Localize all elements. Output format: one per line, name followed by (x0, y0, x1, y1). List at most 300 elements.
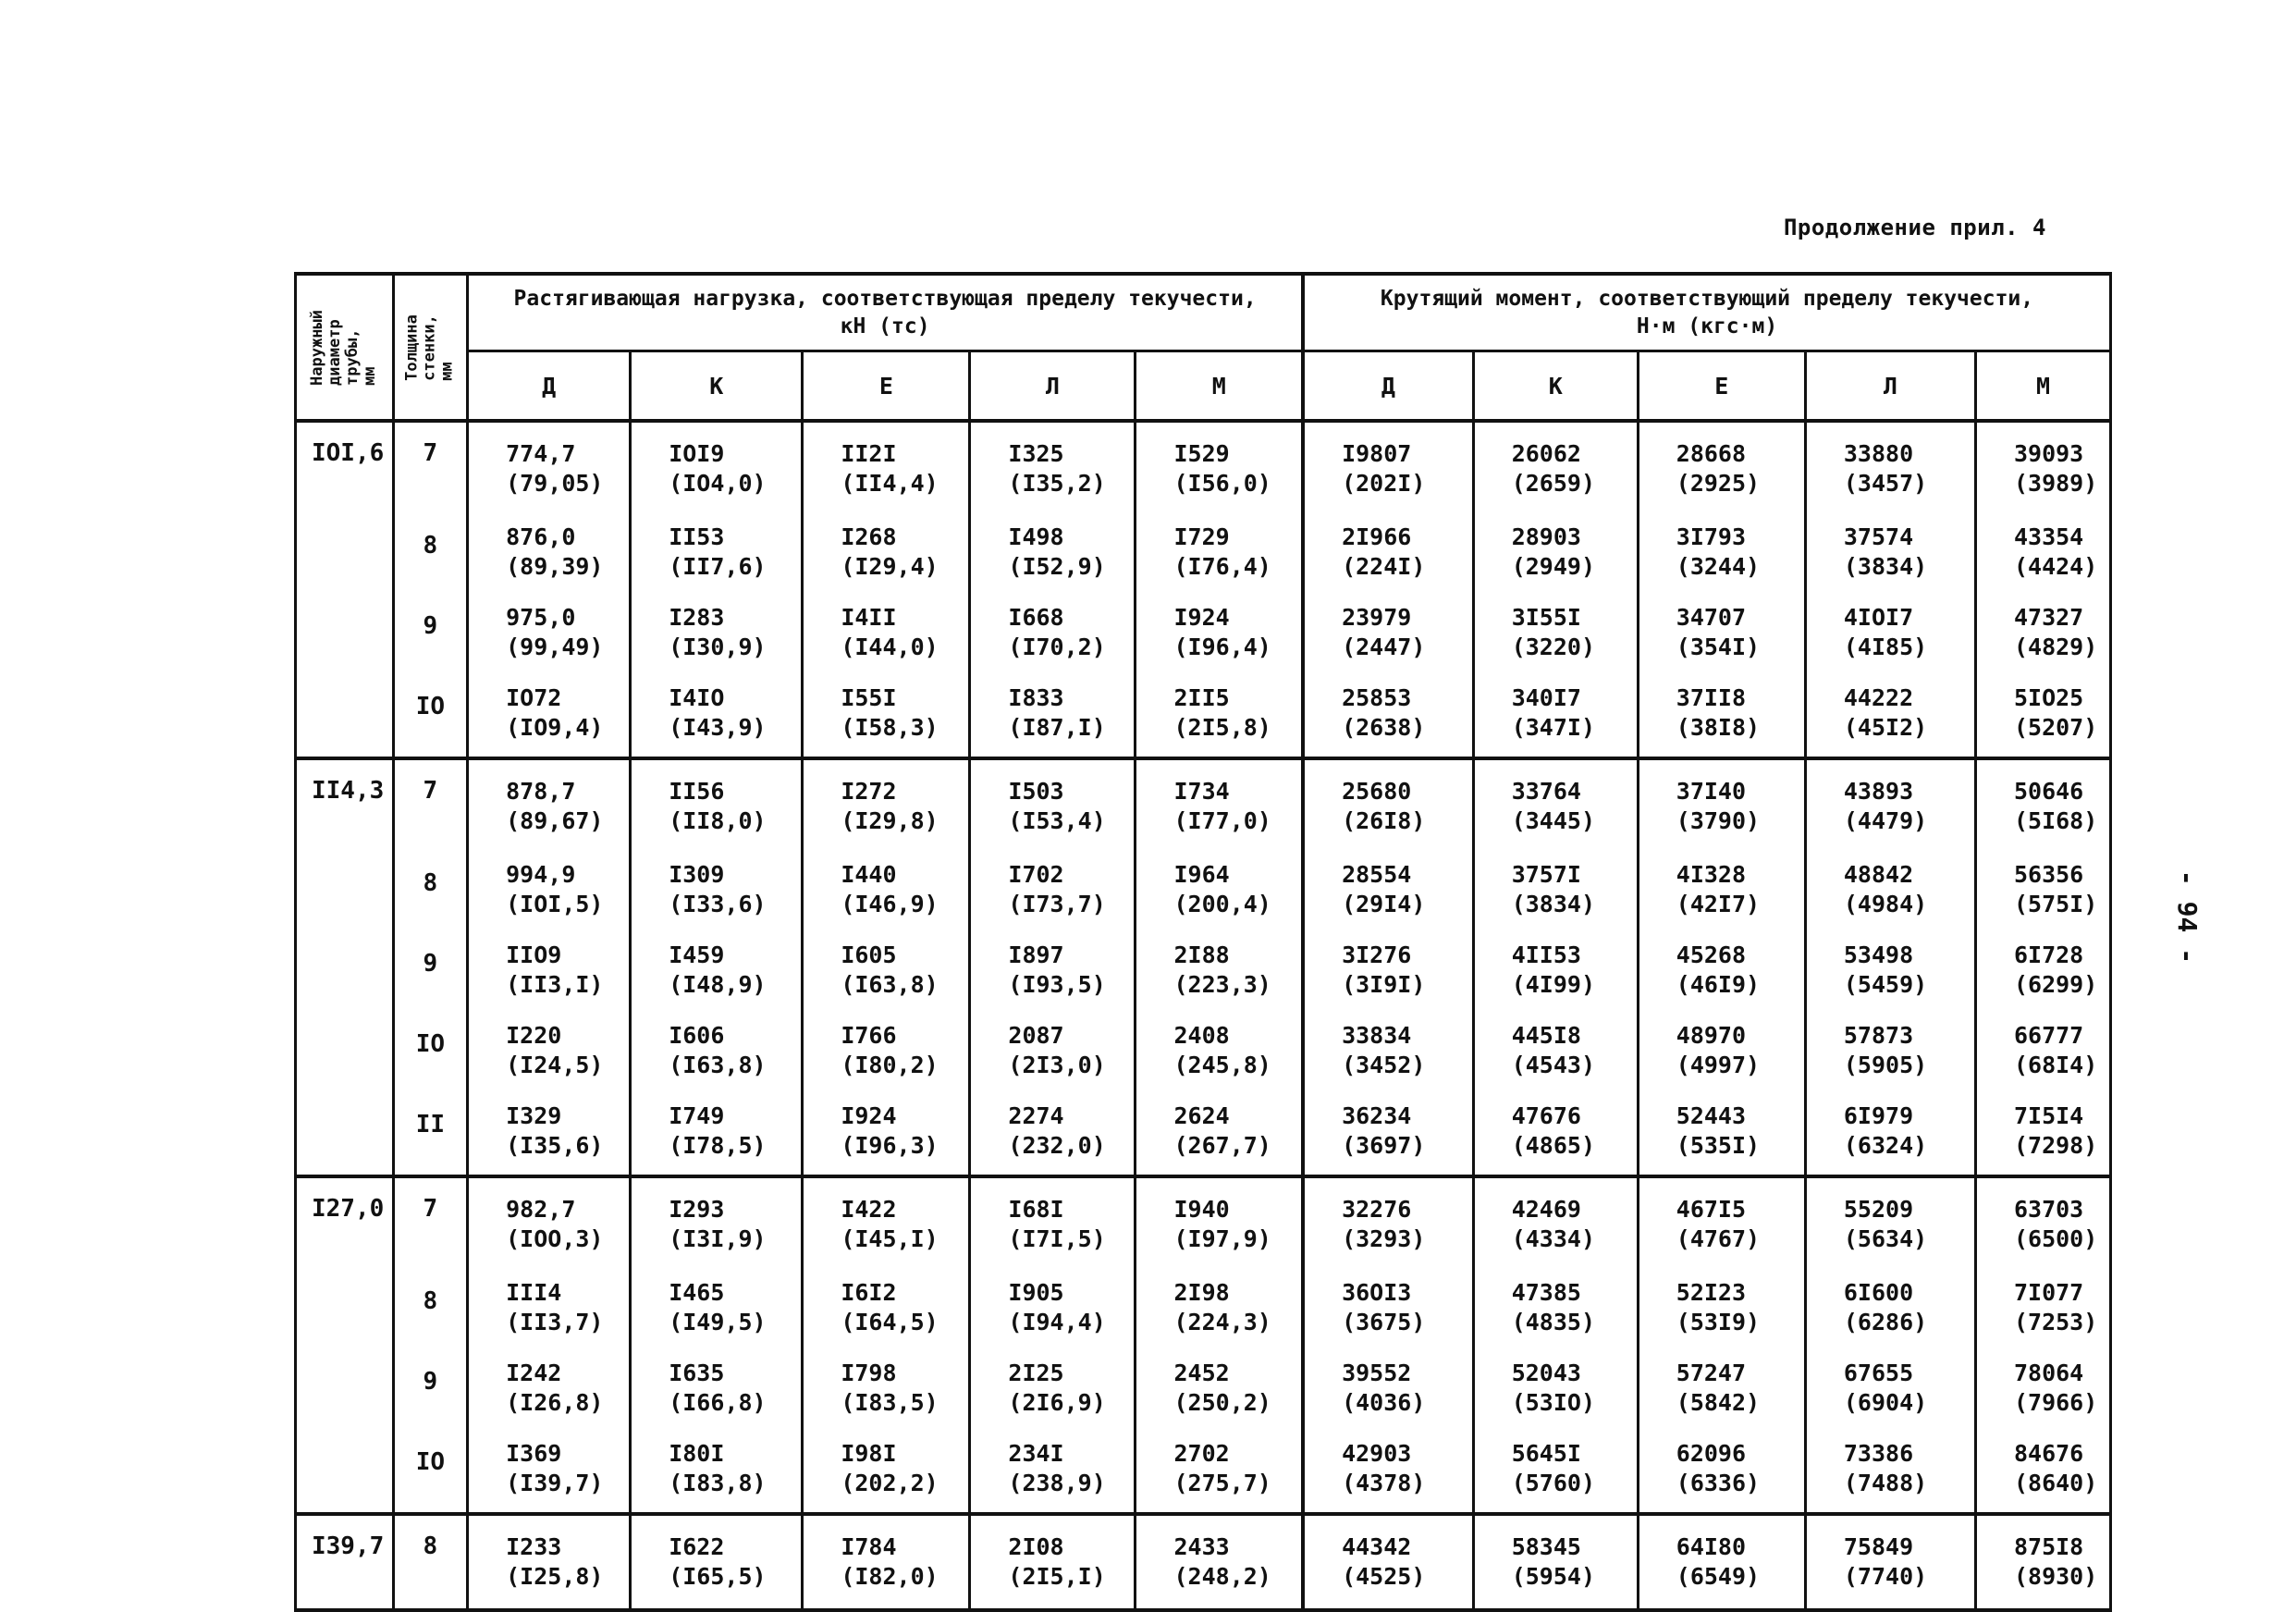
table-cell (970, 676, 1136, 758)
cell-value: 56356 (2013, 861, 2084, 888)
header-thickness: Толщина стенки, мм (393, 274, 467, 421)
cell-value-alt-units: (II8,0) (669, 807, 767, 834)
cell-value: I924 (841, 1102, 897, 1129)
table-cell (803, 853, 970, 933)
table-cell (1136, 853, 1303, 933)
cell-value-alt-units: (I58,3) (841, 714, 939, 741)
cell-value: 37574 (1843, 523, 1914, 550)
table-cell (1805, 596, 1975, 676)
cell-value-alt-units: (4I85) (1843, 634, 1928, 660)
cell-value: 975,0 (506, 604, 576, 631)
cell-value-alt-units: (I96,4) (1173, 634, 1271, 660)
cell-value-alt-units: (5760) (1511, 1470, 1595, 1496)
cell-value-alt-units: (53IO) (1511, 1389, 1595, 1416)
cell-value-alt-units: (4378) (1342, 1470, 1426, 1496)
cell-value: 36OI3 (1342, 1279, 1412, 1306)
cell-value: I798 (841, 1360, 897, 1386)
table-cell (1136, 676, 1303, 758)
table-cell (803, 1271, 970, 1351)
table-cell (468, 1271, 631, 1351)
table-cell (1975, 853, 2110, 933)
thickness-cell: 8 (393, 853, 467, 933)
cell-value: III4 (506, 1279, 562, 1306)
table-cell (970, 1351, 1136, 1432)
cell-value: 3I276 (1342, 941, 1412, 968)
cell-value-alt-units: (I65,5) (669, 1563, 767, 1590)
table-cell (631, 596, 803, 676)
cell-value-alt-units: (II3,I) (506, 971, 604, 998)
thickness-cell: 8 (393, 1271, 467, 1351)
cell-value-alt-units: (I63,8) (841, 971, 939, 998)
cell-value: I242 (506, 1360, 562, 1386)
cell-value: I924 (1173, 604, 1230, 631)
cell-value: 57873 (1843, 1022, 1914, 1049)
table-cell (631, 758, 803, 853)
cell-value-alt-units: (248,2) (1173, 1563, 1271, 1590)
cell-value-alt-units: (2925) (1676, 470, 1761, 497)
diameter-cell: IOI,6 (296, 421, 394, 758)
cell-value: 994,9 (506, 861, 576, 888)
cell-value-alt-units: (3834) (1511, 891, 1595, 917)
cell-value: IOI9 (669, 440, 725, 467)
cell-value: 53498 (1843, 941, 1914, 968)
cell-value: I6I2 (841, 1279, 897, 1306)
table-cell (1975, 515, 2110, 596)
table-cell (468, 1514, 631, 1610)
cell-value: 34707 (1676, 604, 1747, 631)
cell-value: I635 (669, 1360, 725, 1386)
cell-value: 875I8 (2013, 1533, 2084, 1560)
cell-value: I964 (1173, 861, 1230, 888)
cell-value-alt-units: (I63,8) (669, 1052, 767, 1078)
table-row (296, 1432, 2111, 1514)
table-cell (1303, 1014, 1473, 1094)
cell-value-alt-units: (IOI,5) (506, 891, 604, 917)
cell-value: 55209 (1843, 1196, 1914, 1223)
header-torque-grade: Л (1805, 351, 1975, 422)
table-cell (1303, 1514, 1473, 1610)
cell-value-alt-units: (2I5,I) (1008, 1563, 1106, 1590)
cell-value: 4IOI7 (1843, 604, 1914, 631)
thickness-cell: 7 (393, 758, 467, 853)
cell-value-alt-units: (IO4,0) (669, 470, 767, 497)
table-cell (468, 1014, 631, 1094)
cell-value-alt-units: (6324) (1843, 1132, 1928, 1159)
header-torque-grade: К (1473, 351, 1638, 422)
cell-value-alt-units: (I25,8) (506, 1563, 604, 1590)
thickness-cell: 9 (393, 596, 467, 676)
cell-value-alt-units: (II7,6) (669, 553, 767, 580)
table-cell (1805, 515, 1975, 596)
cell-value: 3I55I (1511, 604, 1581, 631)
cell-value: 78064 (2013, 1360, 2084, 1386)
cell-value: 84676 (2013, 1440, 2084, 1467)
table-cell (803, 1351, 970, 1432)
cell-value-alt-units: (I66,8) (669, 1389, 767, 1416)
table-cell (1303, 1176, 1473, 1271)
header-load-grade: М (1136, 351, 1303, 422)
cell-value-alt-units: (I93,5) (1008, 971, 1106, 998)
cell-value: I272 (841, 778, 897, 805)
cell-value: 25680 (1342, 778, 1412, 805)
cell-value: 50646 (2013, 778, 2084, 805)
table-cell (1638, 596, 1805, 676)
cell-value-alt-units: (3293) (1342, 1225, 1426, 1252)
cell-value: 62096 (1676, 1440, 1747, 1467)
cell-value-alt-units: (3244) (1676, 553, 1761, 580)
diameter-group (296, 758, 2111, 1176)
table-cell (1136, 1351, 1303, 1432)
table-row (296, 1176, 2111, 1271)
table-cell (1136, 1094, 1303, 1176)
cell-value-alt-units: (5842) (1676, 1389, 1761, 1416)
cell-value-alt-units: (5634) (1843, 1225, 1928, 1252)
cell-value: I503 (1008, 778, 1064, 805)
cell-value: I293 (669, 1196, 725, 1223)
table-cell (1975, 1271, 2110, 1351)
cell-value: 2087 (1008, 1022, 1064, 1049)
table-cell (1805, 1094, 1975, 1176)
cell-value: 48842 (1843, 861, 1914, 888)
table-row (296, 1014, 2111, 1094)
cell-value-alt-units: (I82,0) (841, 1563, 939, 1590)
cell-value: 878,7 (506, 778, 576, 805)
cell-value-alt-units: (6299) (2013, 971, 2098, 998)
table-cell (1473, 1351, 1638, 1432)
thickness-cell: II (393, 1094, 467, 1176)
table-cell (1975, 421, 2110, 515)
cell-value-alt-units: (I83,5) (841, 1389, 939, 1416)
cell-value-alt-units: (I35,2) (1008, 470, 1106, 497)
table-cell (631, 421, 803, 515)
cell-value-alt-units: (6549) (1676, 1563, 1761, 1590)
table-cell (970, 1514, 1136, 1610)
cell-value: 467I5 (1676, 1196, 1747, 1223)
table-cell (1805, 1351, 1975, 1432)
cell-value: 2II5 (1173, 684, 1230, 711)
cell-value: 44222 (1843, 684, 1914, 711)
cell-value-alt-units: (6286) (1843, 1309, 1928, 1335)
cell-value: 33834 (1342, 1022, 1412, 1049)
cell-value-alt-units: (2I6,9) (1008, 1389, 1106, 1416)
table-cell (1303, 853, 1473, 933)
thickness-cell: IO (393, 1014, 467, 1094)
cell-value-alt-units: (I64,5) (841, 1309, 939, 1335)
table-cell (1303, 596, 1473, 676)
table-cell (631, 1514, 803, 1610)
table-cell (1975, 1014, 2110, 1094)
table-cell (1136, 758, 1303, 853)
cell-value: I529 (1173, 440, 1230, 467)
cell-value: 52043 (1511, 1360, 1581, 1386)
header-load-group: Растягивающая нагрузка, соответствующая пределу текучести, кН (тс) (468, 274, 1303, 351)
thickness-cell: 7 (393, 421, 467, 515)
cell-value: IO72 (506, 684, 562, 711)
table-cell (1473, 758, 1638, 853)
table-cell (468, 421, 631, 515)
table-cell (631, 1271, 803, 1351)
table-cell (803, 1014, 970, 1094)
cell-value-alt-units: (I48,9) (669, 971, 767, 998)
table-cell (631, 933, 803, 1014)
yield-strength-table (294, 272, 2112, 1612)
table-cell (1136, 1176, 1303, 1271)
cell-value: 45268 (1676, 941, 1747, 968)
cell-value: 5IO25 (2013, 684, 2084, 711)
cell-value-alt-units: (3675) (1342, 1309, 1426, 1335)
diameter-cell: II4,3 (296, 758, 394, 1176)
cell-value: I369 (506, 1440, 562, 1467)
table-cell (1136, 1271, 1303, 1351)
cell-value-alt-units: (2I5,8) (1173, 714, 1271, 741)
cell-value: I55I (841, 684, 897, 711)
thickness-cell: IO (393, 676, 467, 758)
table-row (296, 596, 2111, 676)
cell-value: 23979 (1342, 604, 1412, 631)
cell-value-alt-units: (I35,6) (506, 1132, 604, 1159)
cell-value: I897 (1008, 941, 1064, 968)
cell-value: I734 (1173, 778, 1230, 805)
cell-value-alt-units: (IO9,4) (506, 714, 604, 741)
cell-value-alt-units: (7966) (2013, 1389, 2098, 1416)
cell-value-alt-units: (223,3) (1173, 971, 1271, 998)
cell-value-alt-units: (200,4) (1173, 891, 1271, 917)
cell-value: 39093 (2013, 440, 2084, 467)
table-cell (1975, 933, 2110, 1014)
table-cell (631, 1351, 803, 1432)
cell-value-alt-units: (4543) (1511, 1052, 1595, 1078)
table-cell (1136, 1014, 1303, 1094)
cell-value-alt-units: (99,49) (506, 634, 604, 660)
cell-value-alt-units: (89,67) (506, 807, 604, 834)
table-cell (631, 1014, 803, 1094)
cell-value: 2274 (1008, 1102, 1064, 1129)
table-cell (970, 1271, 1136, 1351)
cell-value: I4II (841, 604, 897, 631)
cell-value-alt-units: (4997) (1676, 1052, 1761, 1078)
cell-value: 43893 (1843, 778, 1914, 805)
cell-value-alt-units: (4984) (1843, 891, 1928, 917)
table-cell (803, 596, 970, 676)
table-cell (803, 676, 970, 758)
cell-value-alt-units: (I56,0) (1173, 470, 1271, 497)
table-cell (631, 515, 803, 596)
table-cell (970, 421, 1136, 515)
cell-value-alt-units: (I29,4) (841, 553, 939, 580)
cell-value: 2433 (1173, 1533, 1230, 1560)
cell-value-alt-units: (6904) (1843, 1389, 1928, 1416)
table-cell (1638, 421, 1805, 515)
cell-value: 75849 (1843, 1533, 1914, 1560)
table-cell (1638, 933, 1805, 1014)
cell-value: 340I7 (1511, 684, 1581, 711)
cell-value: 66777 (2013, 1022, 2084, 1049)
cell-value: 47327 (2013, 604, 2084, 631)
cell-value: I784 (841, 1533, 897, 1560)
table-cell (803, 1094, 970, 1176)
cell-value: 52I23 (1676, 1279, 1747, 1306)
cell-value-alt-units: (68I4) (2013, 1052, 2098, 1078)
cell-value: I465 (669, 1279, 725, 1306)
table-cell (1805, 1514, 1975, 1610)
cell-value: 3757I (1511, 861, 1581, 888)
table-cell (1303, 758, 1473, 853)
cell-value-alt-units: (2447) (1342, 634, 1426, 660)
cell-value-alt-units: (I73,7) (1008, 891, 1106, 917)
cell-value-alt-units: (238,9) (1008, 1470, 1106, 1496)
cell-value-alt-units: (IOO,3) (506, 1225, 604, 1252)
cell-value: I459 (669, 941, 725, 968)
cell-value-alt-units: (3I9I) (1342, 971, 1426, 998)
cell-value: 2702 (1173, 1440, 1230, 1467)
cell-value-alt-units: (7298) (2013, 1132, 2098, 1159)
table-cell (1473, 1271, 1638, 1351)
table-cell (970, 1094, 1136, 1176)
header-torque-grade: Д (1303, 351, 1473, 422)
cell-value: 28903 (1511, 523, 1581, 550)
cell-value-alt-units: (I44,0) (841, 634, 939, 660)
cell-value-alt-units: (I43,9) (669, 714, 767, 741)
cell-value: 28668 (1676, 440, 1747, 467)
thickness-cell: IO (393, 1432, 467, 1514)
cell-value-alt-units: (I78,5) (669, 1132, 767, 1159)
table-cell (468, 1094, 631, 1176)
table-cell (468, 853, 631, 933)
cell-value-alt-units: (29I4) (1342, 891, 1426, 917)
cell-value-alt-units: (4424) (2013, 553, 2098, 580)
table-cell (1638, 758, 1805, 853)
cell-value: I440 (841, 861, 897, 888)
cell-value-alt-units: (I94,4) (1008, 1309, 1106, 1335)
thickness-cell: 9 (393, 933, 467, 1014)
cell-value: 47385 (1511, 1279, 1581, 1306)
cell-value: 2408 (1173, 1022, 1230, 1049)
table-cell (1975, 1351, 2110, 1432)
table-cell (1975, 1176, 2110, 1271)
cell-value: I309 (669, 861, 725, 888)
table-cell (631, 1176, 803, 1271)
cell-value: 37I40 (1676, 778, 1747, 805)
table-cell (970, 596, 1136, 676)
table-cell (468, 1432, 631, 1514)
thickness-cell: 7 (393, 1176, 467, 1271)
cell-value: 52443 (1676, 1102, 1747, 1129)
table-cell (468, 1351, 631, 1432)
cell-value: 33764 (1511, 778, 1581, 805)
cell-value-alt-units: (202,2) (841, 1470, 939, 1496)
cell-value: 63703 (2013, 1196, 2084, 1223)
cell-value-alt-units: (3445) (1511, 807, 1595, 834)
cell-value-alt-units: (3697) (1342, 1132, 1426, 1159)
table-cell (468, 596, 631, 676)
cell-value-alt-units: (I87,I) (1008, 714, 1106, 741)
cell-value: 6I728 (2013, 941, 2084, 968)
cell-value-alt-units: (7253) (2013, 1309, 2098, 1335)
cell-value-alt-units: (I96,3) (841, 1132, 939, 1159)
cell-value-alt-units: (I29,8) (841, 807, 939, 834)
cell-value-alt-units: (I3I,9) (669, 1225, 767, 1252)
cell-value: I4IO (669, 684, 725, 711)
table-cell (1303, 1432, 1473, 1514)
cell-value-alt-units: (5I68) (2013, 807, 2098, 834)
table-cell (1638, 1351, 1805, 1432)
table-cell (631, 676, 803, 758)
cell-value-alt-units: (89,39) (506, 553, 604, 580)
diameter-group (296, 1514, 2111, 1610)
cell-value-alt-units: (46I9) (1676, 971, 1761, 998)
cell-value-alt-units: (I80,2) (841, 1052, 939, 1078)
cell-value-alt-units: (I76,4) (1173, 553, 1271, 580)
table-cell (803, 758, 970, 853)
cell-value-alt-units: (3790) (1676, 807, 1761, 834)
header-torque-grade: Е (1638, 351, 1805, 422)
cell-value-alt-units: (I30,9) (669, 634, 767, 660)
cell-value: 4I328 (1676, 861, 1747, 888)
cell-value: I833 (1008, 684, 1064, 711)
table-cell (468, 1176, 631, 1271)
cell-value-alt-units: (5459) (1843, 971, 1928, 998)
table-cell (631, 1432, 803, 1514)
cell-value: I98I (841, 1440, 897, 1467)
cell-value-alt-units: (6336) (1676, 1470, 1761, 1496)
table-cell (1638, 1514, 1805, 1610)
table-cell (1473, 853, 1638, 933)
cell-value: 26062 (1511, 440, 1581, 467)
cell-value-alt-units: (3452) (1342, 1052, 1426, 1078)
table-cell (803, 1432, 970, 1514)
cell-value-alt-units: (4835) (1511, 1309, 1595, 1335)
table-cell (803, 515, 970, 596)
table-cell (1805, 853, 1975, 933)
cell-value: I749 (669, 1102, 725, 1129)
table-cell (1638, 1432, 1805, 1514)
table-cell (1473, 1014, 1638, 1094)
cell-value: 7I5I4 (2013, 1102, 2084, 1129)
table-cell (970, 933, 1136, 1014)
table-cell (468, 676, 631, 758)
table-row (296, 758, 2111, 853)
cell-value: 876,0 (506, 523, 576, 550)
cell-value: 33880 (1843, 440, 1914, 467)
table-cell (803, 1176, 970, 1271)
table-cell (1473, 596, 1638, 676)
cell-value: 6I600 (1843, 1279, 1914, 1306)
cell-value: 28554 (1342, 861, 1412, 888)
cell-value: 32276 (1342, 1196, 1412, 1223)
table-row (296, 933, 2111, 1014)
cell-value-alt-units: (I49,5) (669, 1309, 767, 1335)
cell-value: I940 (1173, 1196, 1230, 1223)
cell-value: I622 (669, 1533, 725, 1560)
table-cell (1136, 515, 1303, 596)
cell-value-alt-units: (42I7) (1676, 891, 1761, 917)
table-cell (1303, 515, 1473, 596)
table-cell (468, 758, 631, 853)
table-cell (1303, 676, 1473, 758)
table-cell (970, 853, 1136, 933)
cell-value: I606 (669, 1022, 725, 1049)
cell-value-alt-units: (245,8) (1173, 1052, 1271, 1078)
cell-value: 3I793 (1676, 523, 1747, 550)
header-load-grade: Л (970, 351, 1136, 422)
cell-value-alt-units: (3457) (1843, 470, 1928, 497)
cell-value: I668 (1008, 604, 1064, 631)
cell-value-alt-units: (3834) (1843, 553, 1928, 580)
cell-value-alt-units: (I33,6) (669, 891, 767, 917)
cell-value-alt-units: (5954) (1511, 1563, 1595, 1590)
cell-value-alt-units: (I77,0) (1173, 807, 1271, 834)
table-cell (1638, 853, 1805, 933)
